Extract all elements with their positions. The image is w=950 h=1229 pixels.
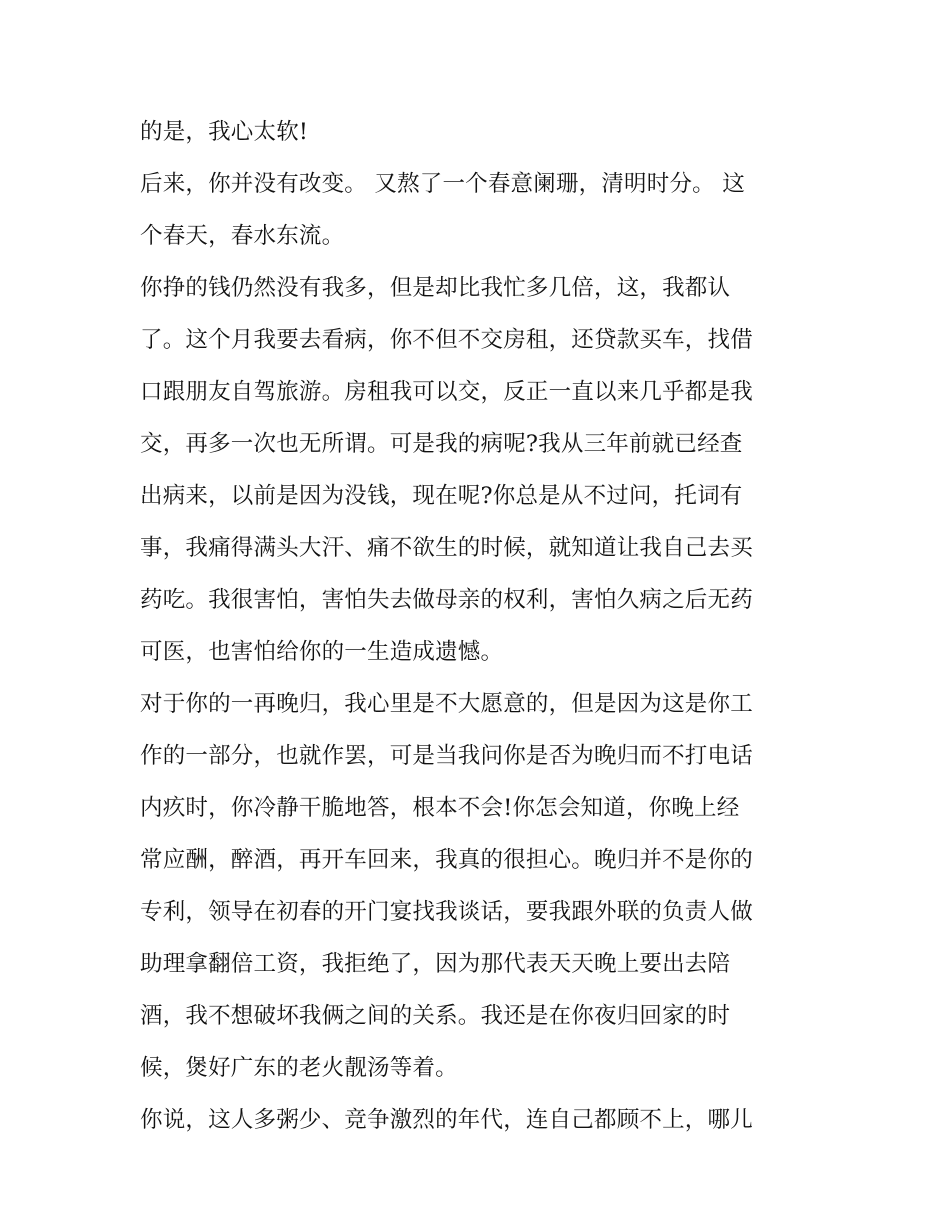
text-line: 交，再多一次也无所谓。可是我的病呢?我从三年前就已经查 [140, 431, 743, 457]
text-line: 你说，这人多粥少、竞争激烈的年代，连自己都顾不上，哪儿 [140, 1107, 753, 1133]
text-line: 对于你的一再晚归，我心里是不大愿意的，但是因为这是你工 [140, 691, 753, 717]
text-line: 常应酬，醉酒，再开车回来，我真的很担心。晚归并不是你的 [140, 847, 753, 873]
text-line: 你挣的钱仍然没有我多，但是却比我忙多几倍，这，我都认 [140, 275, 731, 301]
text-line: 事，我痛得满头大汗、痛不欲生的时候，就知道让我自己去买 [140, 535, 753, 561]
text-line: 可医，也害怕给你的一生造成遗憾。 [140, 639, 504, 665]
text-line: 专利，领导在初春的开门宴找我谈话，要我跟外联的负责人做 [140, 899, 753, 925]
text-line: 作的一部分，也就作罢，可是当我问你是否为晚归而不打电话 [140, 743, 753, 769]
text-line: 个春天，春水东流。 [140, 223, 345, 249]
text-line: 药吃。我很害怕，害怕失去做母亲的权利，害怕久病之后无药 [140, 587, 753, 613]
text-line: 内疚时，你冷静干脆地答，根本不会!你怎会知道，你晚上经 [140, 795, 740, 821]
text-line: 口跟朋友自驾旅游。房租我可以交，反正一直以来几乎都是我 [140, 379, 753, 405]
text-line: 的是，我心太软! [140, 119, 309, 145]
text-line: 出病来，以前是因为没钱，现在呢?你总是从不过问，托词有 [140, 483, 743, 509]
text-line: 助理拿翻倍工资，我拒绝了，因为那代表天天晚上要出去陪 [140, 951, 731, 977]
text-line: 酒，我不想破坏我俩之间的关系。我还是在你夜归回家的时 [140, 1003, 731, 1029]
body-text [140, 106, 820, 1146]
text-line: 了。这个月我要去看病，你不但不交房租，还贷款买车，找借 [140, 327, 753, 353]
text-line: 后来，你并没有改变。 又熬了一个春意阑珊，清明时分。 这 [140, 171, 745, 197]
text-line: 候，煲好广东的老火靓汤等着。 [140, 1055, 458, 1081]
